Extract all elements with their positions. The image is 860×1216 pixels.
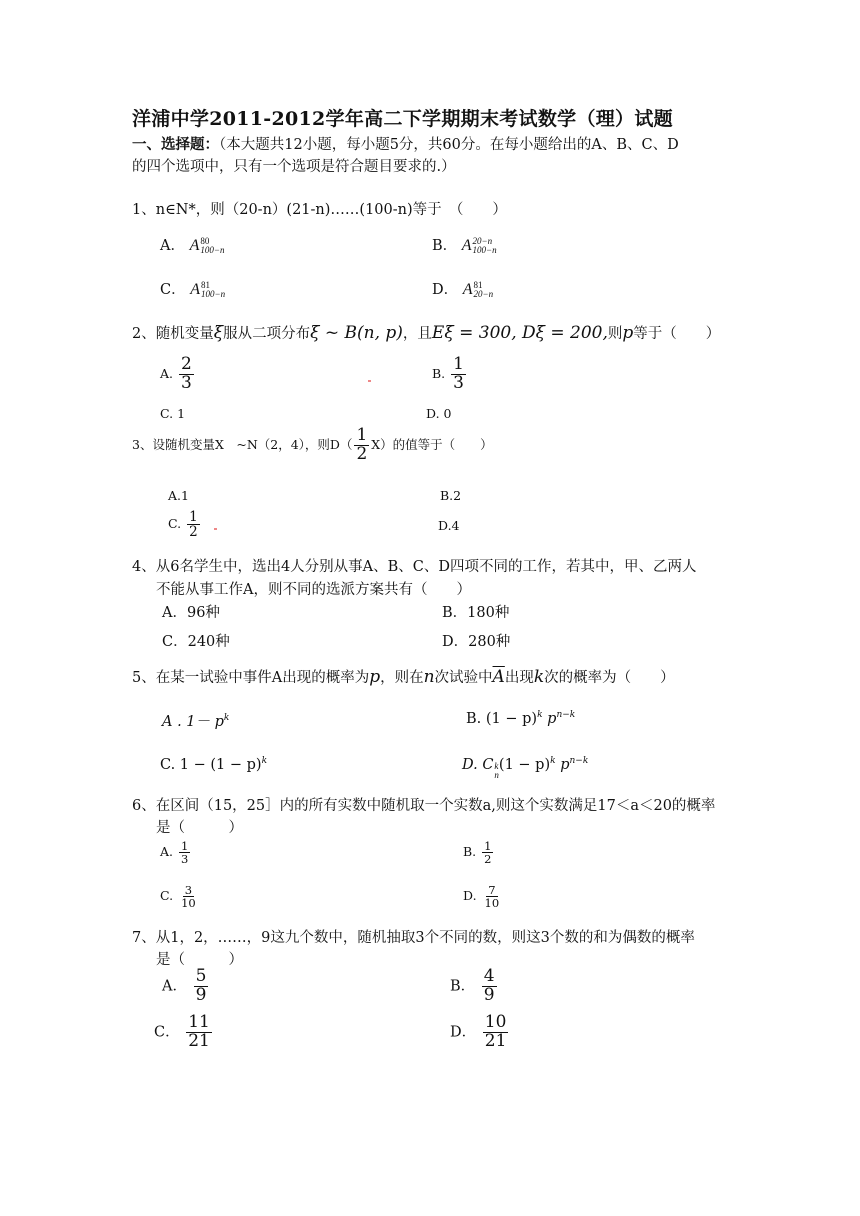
q1-option-a <box>160 234 224 255</box>
q2-option-d: D. 0 <box>426 406 452 421</box>
q2-option-a: A. $\frac{2}{3}$ <box>160 354 192 393</box>
q3-option-b: B.2 <box>440 488 462 503</box>
q1-c-expr: A 81 100−n <box>190 279 226 299</box>
q1-stem: 1、n∈N*，则（20-n）(21-n)……(100-n)等于 （ ） <box>132 202 507 218</box>
q5-option-a: A . $1- p^k$ <box>162 713 230 730</box>
q3-c-fraction: $\frac{1}{2}$ <box>189 509 198 541</box>
q2-option-c: C. 1 <box>160 406 186 421</box>
q5-stem: 5、在某一试验中事件A出现的概率为p，则在n次试验中$\overline{A}$出现k次的概率为（ ） <box>132 667 675 687</box>
q1-c-label: C． <box>160 282 186 298</box>
stray-mark <box>368 380 371 382</box>
q7-option-a: A． $\frac{5}{9}$ <box>162 966 207 1005</box>
q3-option-d: D.4 <box>438 518 460 533</box>
q4-option-c: C．240种 <box>162 634 230 650</box>
q6-d-fraction: $\frac{7}{10}$ <box>484 883 500 911</box>
q1-d-expr: A 81 20−n <box>462 279 494 299</box>
q1-option-b <box>432 234 497 255</box>
q4-option-b: B．180种 <box>442 605 510 621</box>
q7-line-2: 是（ ） <box>156 952 243 968</box>
q5-option-d: D. C k n $(1 - p)^k$ $p^{n-k}$ <box>462 756 589 781</box>
q6-line-2: 是（ ） <box>156 820 243 836</box>
q6-c-fraction: $\frac{3}{10}$ <box>181 883 196 911</box>
q1-b-label: B． <box>432 238 458 254</box>
q3-stem: 3、设随机变量X ~N（2，4），则D（ $\frac{1}{2}$ X）的值等于（ ） <box>132 425 493 464</box>
q1-option-d <box>432 278 493 299</box>
q7-b-fraction: $\frac{4}{9}$ <box>483 966 495 1005</box>
section-desc-2: 的四个选项中，只有一个选项是符合题目要求的.） <box>132 159 456 175</box>
q6-option-a: A. $\frac{1}{3}$ <box>160 839 189 867</box>
q6-line-1: 6、在区间（15，25］内的所有实数中随机取一个实数a,则这个实数满足17＜a＜20的概率 <box>132 798 716 814</box>
stray-mark <box>214 528 217 530</box>
q3-fraction: $\frac{1}{2}$ <box>356 425 368 464</box>
q1-b-expr: A 20−n 100−n <box>461 235 497 255</box>
q3-option-c: C. $\frac{1}{2}$ <box>168 509 198 541</box>
q6-b-fraction: $\frac{1}{2}$ <box>484 839 492 867</box>
q4-option-a: A．96种 <box>162 605 220 621</box>
q2-stem: 2、随机变量ξ服从二项分布ξ ~ B(n, p)，且Eξ = 300, Dξ = 200,则p等于（ ） <box>132 323 721 343</box>
q6-option-b: B. $\frac{1}{2}$ <box>463 839 492 867</box>
q6-a-fraction: $\frac{1}{3}$ <box>181 839 189 867</box>
q7-d-fraction: $\frac{10}{21}$ <box>484 1012 507 1051</box>
q5-option-c: C. $1 - (1 - p)^k$ <box>160 756 268 773</box>
q5-option-b: B. $(1 - p)^k$ $p^{n-k}$ <box>466 710 576 727</box>
q7-option-d: D． $\frac{10}{21}$ <box>450 1012 507 1051</box>
q2-a-fraction: $\frac{2}{3}$ <box>181 354 192 393</box>
q1-a-expr: A 80 100−n <box>189 235 225 255</box>
q7-a-fraction: $\frac{5}{9}$ <box>195 966 207 1005</box>
q4-line-2: 不能从事工作A，则不同的选派方案共有（ ） <box>156 582 471 598</box>
section-intro <box>132 133 679 154</box>
q6-option-c: C. $\frac{3}{10}$ <box>160 883 196 911</box>
q3-option-a: A.1 <box>168 488 189 503</box>
q1-a-label: A． <box>160 238 185 254</box>
q2-option-b: B. $\frac{1}{3}$ <box>432 354 464 393</box>
q1-option-c <box>160 278 225 299</box>
section-head: 一、选择题： <box>132 136 219 153</box>
q2-b-fraction: $\frac{1}{3}$ <box>453 354 464 393</box>
q7-option-c: C． $\frac{11}{21}$ <box>154 1012 210 1051</box>
q4-line-1: 4、从6名学生中，选出4人分别从事A、B、C、D四项不同的工作，若其中，甲、乙两人 <box>132 559 697 575</box>
q6-option-d: D. $\frac{7}{10}$ <box>463 883 500 911</box>
page-title: 洋浦中学2011-2012学年高二下学期期末考试数学（理）试题 <box>132 108 673 130</box>
q4-option-d: D．280种 <box>442 634 511 650</box>
q7-c-fraction: $\frac{11}{21}$ <box>188 1012 210 1051</box>
q7-line-1: 7、从1，2，……，9这九个数中，随机抽取3个不同的数，则这3个数的和为偶数的概率 <box>132 930 695 946</box>
q7-option-b: B． $\frac{4}{9}$ <box>450 966 495 1005</box>
section-desc-1: （本大题共12小题，每小题5分，共60分。在每小题给出的A、B、C、D <box>219 137 679 153</box>
q1-d-label: D． <box>432 282 459 298</box>
